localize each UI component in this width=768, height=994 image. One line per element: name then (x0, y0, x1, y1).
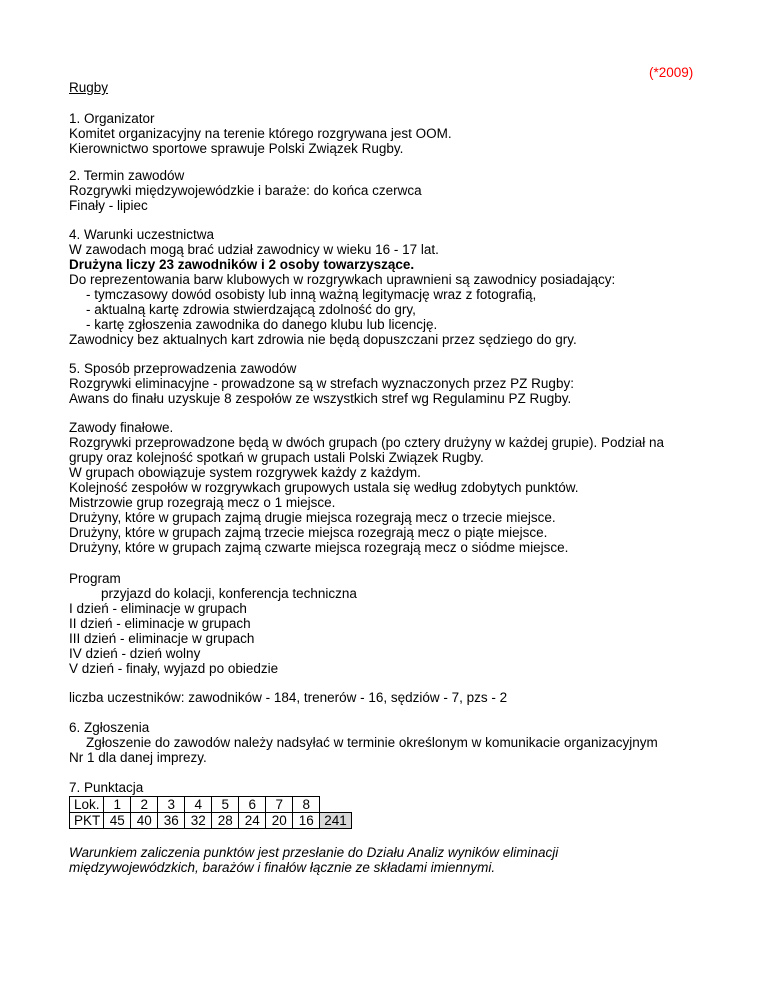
table-cell-place: 3 (158, 797, 185, 813)
program-day: II dzień - eliminacje w grupach (69, 616, 251, 631)
table-cell-points: 16 (293, 813, 320, 829)
section-heading-method: 5. Sposób przeprowadzenia zawodów (69, 361, 297, 376)
text-line: Zgłoszenie do zawodów należy nadsyłać w terminie określonym w komunikacie organizacyjnym (86, 735, 658, 750)
document-title: Rugby (69, 80, 109, 95)
program-day: V dzień - finały, wyjazd po obiedzie (69, 661, 279, 676)
text-line: Rozgrywki przeprowadzone będą w dwóch grupach (po cztery drużyny w każdej grupie). Podział na (69, 435, 665, 450)
table-cell-place: 1 (104, 797, 131, 813)
program-day: III dzień - eliminacje w grupach (69, 631, 255, 646)
text-line: Rozgrywki eliminacyjne - prowadzone są w strefach wyznaczonych przez PZ Rugby: (69, 376, 574, 391)
section-heading-entries: 6. Zgłoszenia (69, 720, 150, 735)
table-cell-place: 4 (185, 797, 212, 813)
table-cell-empty (320, 797, 352, 813)
text-line: Kolejność zespołów w rozgrywkach grupowych ustala się według zdobytych punktów. (69, 480, 579, 495)
section-heading-program: Program (69, 571, 121, 586)
table-row-points (70, 813, 352, 829)
text-line: Rozgrywki międzywojewódzkie i baraże: do końca czerwca (69, 183, 422, 198)
requirement-item: - tymczasowy dowód osobisty lub inną ważną legitymację wraz z fotografią, (86, 287, 537, 302)
text-line: Drużyny, które w grupach zajmą drugie miejsca rozegrają mecz o trzecie miejsce. (69, 510, 556, 525)
table-cell-points: 45 (104, 813, 131, 829)
table-cell-points: 32 (185, 813, 212, 829)
program-day: I dzień - eliminacje w grupach (69, 601, 247, 616)
participants-count: liczba uczestników: zawodników - 184, trenerów - 16, sędziów - 7, pzs - 2 (69, 690, 508, 705)
section-heading-organizer: 1. Organizator (69, 111, 155, 126)
table-cell-points: 40 (131, 813, 158, 829)
text-line: Drużyny, które w grupach zajmą trzecie miejsca rozegrają mecz o piąte miejsce. (69, 525, 548, 540)
table-cell-place: 6 (239, 797, 266, 813)
table-cell-points: 28 (212, 813, 239, 829)
text-line: Finały - lipiec (69, 198, 148, 213)
table-cell-place: 7 (266, 797, 293, 813)
text-line: Zawodnicy bez aktualnych kart zdrowia nie będą dopuszczani przez sędziego do gry. (69, 332, 577, 347)
table-row-places (70, 797, 352, 813)
scoring-table (69, 796, 352, 829)
table-cell-points: 36 (158, 813, 185, 829)
section-heading-finals: Zawody finałowe. (69, 420, 174, 435)
text-line: W grupach obowiązuje system rozgrywek każdy z każdym. (69, 465, 421, 480)
table-cell-label: PKT (70, 813, 104, 829)
text-line: Kierownictwo sportowe sprawuje Polski Związek Rugby. (69, 141, 404, 156)
table-cell-points: 24 (239, 813, 266, 829)
text-line: grupy oraz kolejność spotkań w grupach ustali Polski Związek Rugby. (69, 450, 484, 465)
section-heading-scoring: 7. Punktacja (69, 780, 144, 795)
footnote-line: międzywojewódzkich, barażów i finałów łącznie ze składami imiennymi. (69, 860, 496, 875)
table-cell-points: 20 (266, 813, 293, 829)
table-cell-place: 8 (293, 797, 320, 813)
table-cell-place: 5 (212, 797, 239, 813)
text-line: Mistrzowie grup rozegrają mecz o 1 miejsce. (69, 495, 336, 510)
year-note: (*2009) (649, 65, 694, 80)
text-line: Awans do finału uzyskuje 8 zespołów ze wszystkich stref wg Regulaminu PZ Rugby. (69, 391, 572, 406)
text-line: Do reprezentowania barw klubowych w rozgrywkach uprawnieni są zawodnicy posiadający: (69, 272, 616, 287)
footnote-line: Warunkiem zaliczenia punktów jest przesłanie do Działu Analiz wyników eliminacji (69, 845, 559, 860)
program-arrival: przyjazd do kolacji, konferencja techniczna (101, 586, 357, 601)
text-line: Komitet organizacyjny na terenie którego rozgrywana jest OOM. (69, 126, 452, 141)
requirement-item: - kartę zgłoszenia zawodnika do danego klubu lub licencję. (86, 317, 438, 332)
section-heading-dates: 2. Termin zawodów (69, 168, 185, 183)
program-day: IV dzień - dzień wolny (69, 646, 201, 661)
text-line: Nr 1 dla danej imprezy. (69, 750, 207, 765)
team-size-bold: Drużyna liczy 23 zawodników i 2 osoby towarzyszące. (69, 257, 415, 272)
section-heading-conditions: 4. Warunki uczestnictwa (69, 227, 215, 242)
text-line: W zawodach mogą brać udział zawodnicy w wieku 16 - 17 lat. (69, 242, 439, 257)
table-cell-place: 2 (131, 797, 158, 813)
text-line: Drużyny, które w grupach zajmą czwarte miejsca rozegrają mecz o siódme miejsce. (69, 540, 569, 555)
table-cell-total: 241 (320, 813, 352, 829)
requirement-item: - aktualną kartę zdrowia stwierdzającą zdolność do gry, (86, 302, 416, 317)
table-cell-label: Lok. (70, 797, 104, 813)
